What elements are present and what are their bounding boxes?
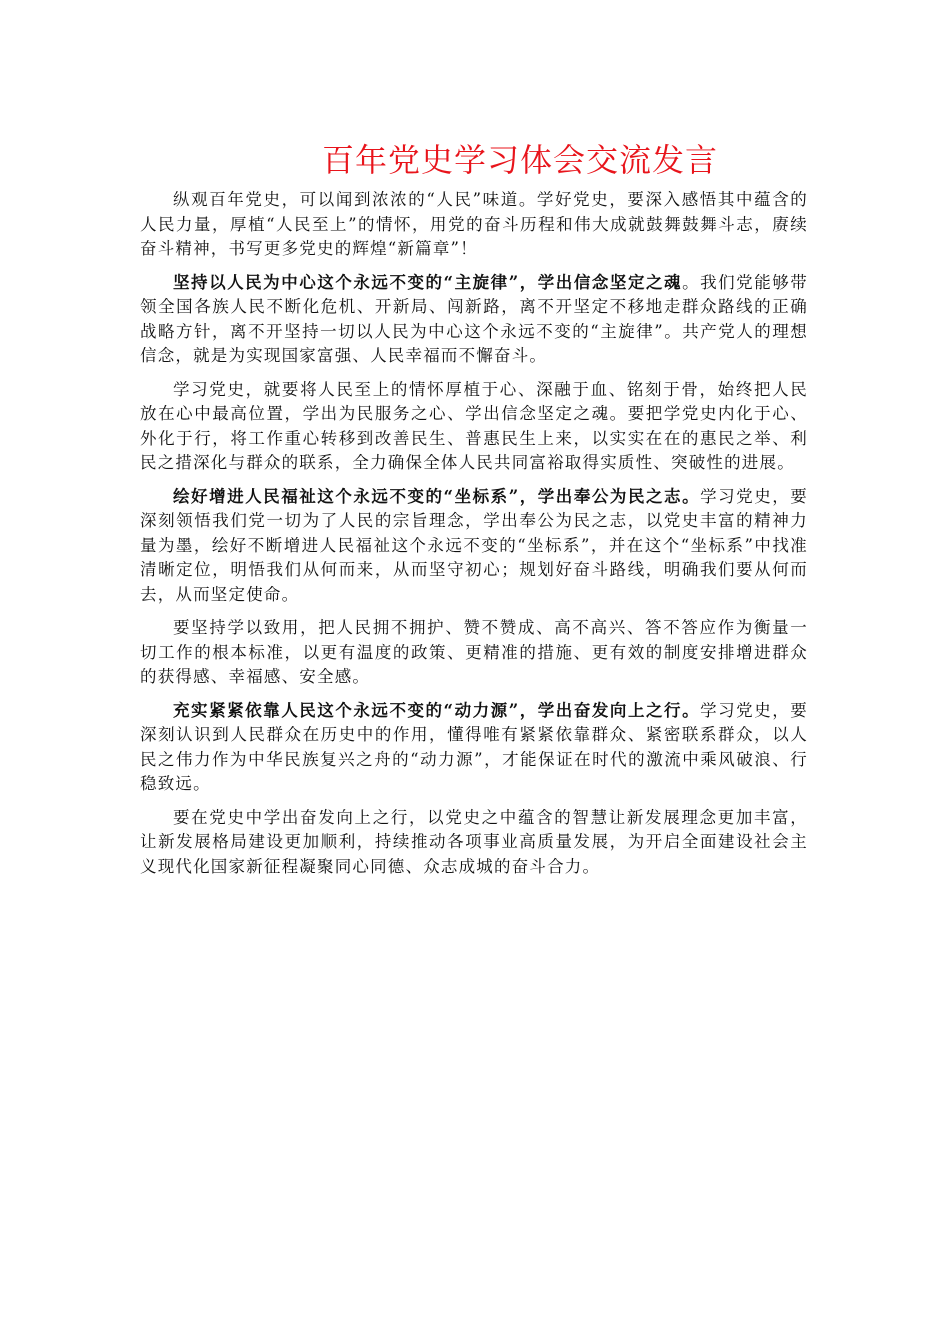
paragraph-section-1 <box>140 271 808 369</box>
paragraph-text: 要坚持学以致用，把人民拥不拥护、赞不赞成、高不高兴、答不答应作为衡量一切工作的根本标准，以更有温度的政策、更精准的措施、更有效的制度安排增进群众的获得感、幸福感、安全感。 <box>140 618 808 686</box>
paragraph-text: 学习党史，要深刻认识到人民群众在历史中的作用，懂得唯有紧紧依靠群众、紧密联系群众，以人民之伟力作为中华民族复兴之舟的“动力源”，才能保证在时代的激流中乘风破浪、行稳致远。 <box>140 700 808 793</box>
paragraph-text: 学习党史，要深刻领悟我们党一切为了人民的宗旨理念，学出奉公为民之志，以党史丰富的精神力量为墨，绘好不断增进人民福祉这个永远不变的“坐标系”，并在这个“坐标系”中找准清晰定位，明悟我们从何而来，从而坚守初心；规划好奋斗路线，明确我们要从何而去，从而坚定使命。 <box>140 486 808 604</box>
paragraph-lead: 绘好增进人民福祉这个永远不变的“坐标系”，学出奉公为民之志。 <box>173 486 701 506</box>
paragraph-text: 要在党史中学出奋发向上之行，以党史之中蕴含的智慧让新发展理念更加丰富，让新发展格局建设更加顺利，持续推动各项事业高质量发展，为开启全面建设社会主义现代化国家新征程凝聚同心同德、众志成城的奋斗合力。 <box>140 807 808 876</box>
document-title: 百年党史学习体会交流发言 <box>321 141 718 179</box>
paragraph-intro <box>140 188 808 262</box>
paragraph-text: 纵观百年党史，可以闻到浓浓的“人民”味道。学好党史，要深入感悟其中蕴含的人民力量，厚植“人民至上”的情怀，用党的奋斗历程和伟大成就鼓舞鼓舞斗志，赓续奋斗精神，书写更多党史的辉煌“新篇章”！ <box>140 190 808 258</box>
paragraph-lead: 坚持以人民为中心这个永远不变的“主旋律”，学出信念坚定之魂 <box>173 272 683 292</box>
paragraph-section-3 <box>140 699 808 797</box>
document-body <box>140 188 808 888</box>
paragraph-text: 。我们党能够带领全国各族人民不断化危机、开新局、闯新路，离不开坚定不移地走群众路线的正确战略方针，离不开坚持一切以人民为中心这个永远不变的“主旋律”。共产党人的理想信念，就是为实现国家富强、人民幸福而不懈奋斗。 <box>140 272 808 365</box>
paragraph-section-1-detail <box>140 378 808 476</box>
paragraph-section-2 <box>140 485 808 608</box>
paragraph-section-3-detail <box>140 806 808 880</box>
paragraph-text: 学习党史，就要将人民至上的情怀厚植于心、深融于血、铭刻于骨，始终把人民放在心中最高位置，学出为民服务之心、学出信念坚定之魂。要把学党史内化于心、外化于行，将工作重心转移到改善民生、普惠民生上来，以实实在在的惠民之举、利民之措深化与群众的联系，全力确保全体人民共同富裕取得实质性、突破性的进展。 <box>140 379 808 472</box>
paragraph-lead: 充实紧紧依靠人民这个永远不变的“动力源”，学出奋发向上之行。 <box>173 700 701 720</box>
paragraph-section-2-detail <box>140 616 808 690</box>
